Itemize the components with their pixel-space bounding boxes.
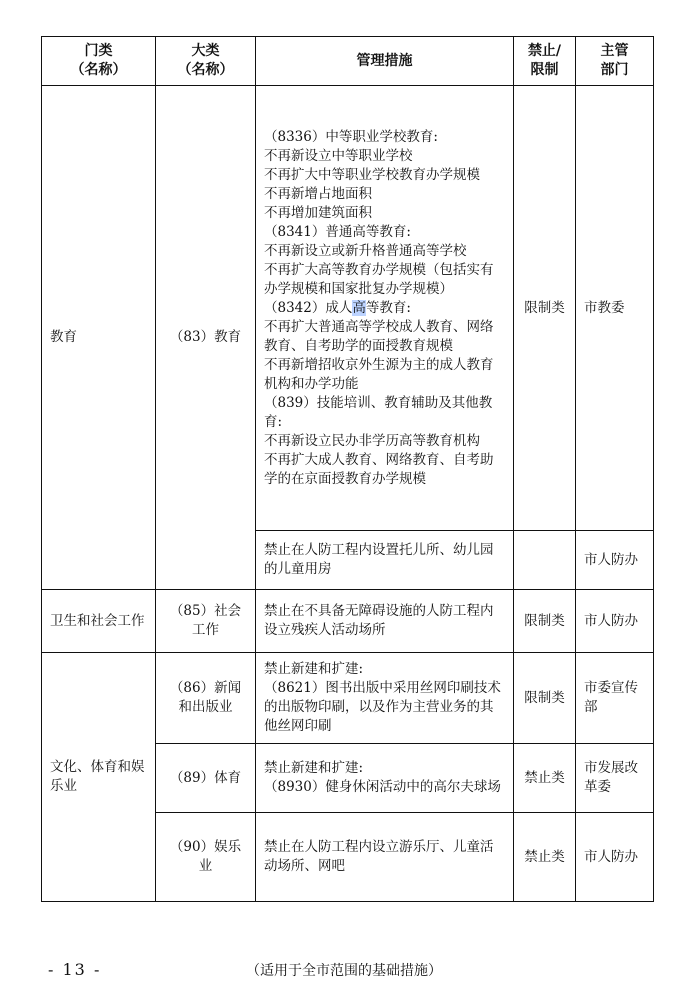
header-restriction: 禁止/ 限制	[514, 37, 576, 86]
measures-cell: 禁止在人防工程内设立游乐厅、儿童活动场所、网吧	[256, 813, 514, 902]
major-cell: （85）社会工作	[156, 590, 256, 653]
category-cell: 文化、体育和娱乐业	[42, 653, 156, 902]
measures-cell: 禁止在不具备无障碍设施的人防工程内设立残疾人活动场所	[256, 590, 514, 653]
major-cell: （83）教育	[156, 86, 256, 590]
footer-note: （适用于全市范围的基础措施）	[246, 963, 442, 979]
table-row	[42, 590, 654, 653]
measures-cell: 禁止在人防工程内设置托儿所、幼儿园的儿童用房	[256, 531, 514, 590]
major-cell: （90）娱乐业	[156, 813, 256, 902]
restriction-cell: 限制类	[514, 590, 576, 653]
dept-cell: 市委宣传部	[576, 653, 654, 744]
restriction-cell: 限制类	[514, 86, 576, 531]
restriction-cell: 禁止类	[514, 744, 576, 813]
page-number: - 13 -	[48, 960, 102, 979]
header-dept: 主管 部门	[576, 37, 654, 86]
text-selection-highlight: 高	[352, 299, 366, 316]
header-measures: 管理措施	[256, 37, 514, 86]
restriction-cell: 禁止类	[514, 813, 576, 902]
category-cell: 卫生和社会工作	[42, 590, 156, 653]
dept-cell: 市人防办	[576, 813, 654, 902]
header-row	[42, 37, 654, 86]
dept-cell: 市教委	[576, 86, 654, 531]
measures-cell: 禁止新建和扩建: （8930）健身休闲活动中的高尔夫球场	[256, 744, 514, 813]
category-cell: 教育	[42, 86, 156, 590]
header-category: 门类 （名称）	[42, 37, 156, 86]
dept-cell: 市人防办	[576, 590, 654, 653]
table-row	[42, 86, 654, 531]
dept-cell: 市发展改革委	[576, 744, 654, 813]
table-row	[42, 653, 654, 744]
measures-cell: 禁止新建和扩建: （8621）图书出版中采用丝网印刷技术的出版物印刷，以及作为主营业务的其他丝网印刷	[256, 653, 514, 744]
restriction-cell	[514, 531, 576, 590]
header-major: 大类 （名称）	[156, 37, 256, 86]
major-cell: （89）体育	[156, 744, 256, 813]
major-cell: （86）新闻和出版业	[156, 653, 256, 744]
dept-cell: 市人防办	[576, 531, 654, 590]
measures-table	[41, 36, 654, 902]
measures-cell: （8336）中等职业学校教育: 不再新设立中等职业学校 不再扩大中等职业学校教育办学规模 不再新增占地面积 不再增加建筑面积 （8341）普通高等教育: 不再新设立或新升格普通高等学校 不再扩大高等教育办学规模（包括实有办学规模和国家批复办学规模） （8342）成人高等教育: 不再扩大普通高等学校成人教育、网络教育、自考助学的面授教育规模 不再新增招收京外生源为主的成人教育机构和办学功能 （839）技能培训、教育辅助及其他教育: 不再新设立民办非学历高等教育机构 不再扩大成人教育、网络教育、自考助学的在京面授教育办学规模	[256, 86, 514, 531]
restriction-cell: 限制类	[514, 653, 576, 744]
